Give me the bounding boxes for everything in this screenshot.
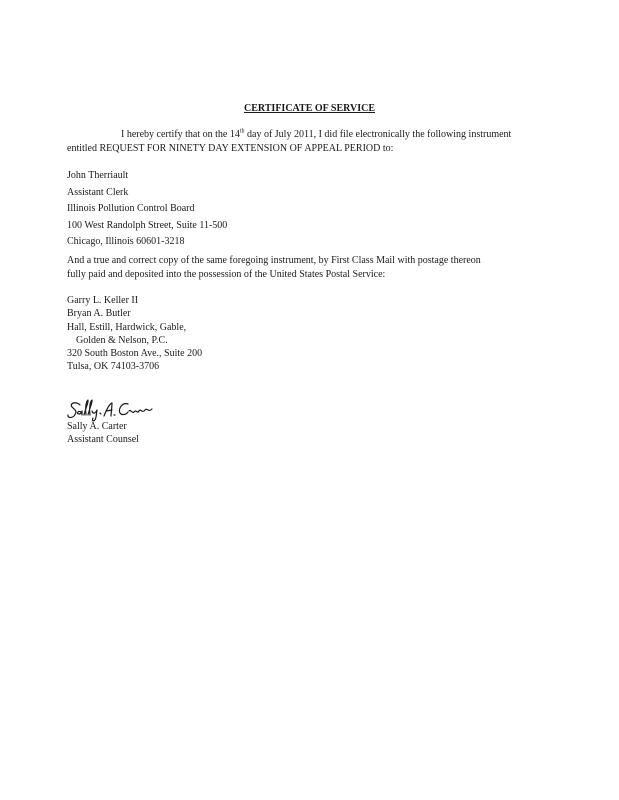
service-paragraph-mail bbox=[67, 254, 557, 281]
address-line: Illinois Pollution Control Board bbox=[67, 203, 195, 214]
service-paragraph-electronic bbox=[67, 128, 557, 155]
paragraph-text: I hereby certify that on the 14 bbox=[121, 129, 240, 140]
paragraph-line: And a true and correct copy of the same foregoing instrument, by First Class Mail with postage thereon bbox=[67, 255, 481, 266]
address-line: 320 South Boston Ave., Suite 200 bbox=[67, 348, 203, 360]
paragraph-line: fully paid and deposited into the possession of the United States Postal Service: bbox=[67, 268, 386, 280]
signer-role: Assistant Counsel bbox=[67, 434, 139, 445]
document-title: CERTIFICATE OF SERVICE bbox=[244, 103, 375, 114]
recipient-address-clerk bbox=[67, 168, 367, 251]
address-line: Assistant Clerk bbox=[67, 186, 129, 198]
address-line: Chicago, Illinois 60601-3218 bbox=[67, 236, 185, 247]
signer-block bbox=[67, 420, 139, 446]
address-line: Golden & Nelson, P.C. bbox=[76, 334, 168, 346]
address-line: Tulsa, OK 74103-3706 bbox=[67, 361, 160, 373]
address-line: Hall, Estill, Hardwick, Gable, bbox=[67, 321, 187, 333]
handwritten-signature bbox=[66, 395, 176, 423]
paragraph-text: day of July 2011, I did file electronically the following instrument bbox=[244, 129, 512, 140]
address-line: 100 West Randolph Street, Suite 11-500 bbox=[67, 219, 228, 231]
signer-name: Sally A. Carter bbox=[67, 421, 127, 432]
recipient-address-counsel bbox=[67, 294, 367, 374]
address-line: Garry L. Keller II bbox=[67, 295, 139, 306]
paragraph-line bbox=[67, 128, 557, 142]
ordinal-suffix: th bbox=[239, 128, 245, 135]
address-line: John Therriault bbox=[67, 170, 129, 181]
paragraph-line: entitled REQUEST FOR NINETY DAY EXTENSION OF APPEAL PERIOD to: bbox=[67, 142, 394, 154]
address-line: Bryan A. Butler bbox=[67, 308, 131, 320]
